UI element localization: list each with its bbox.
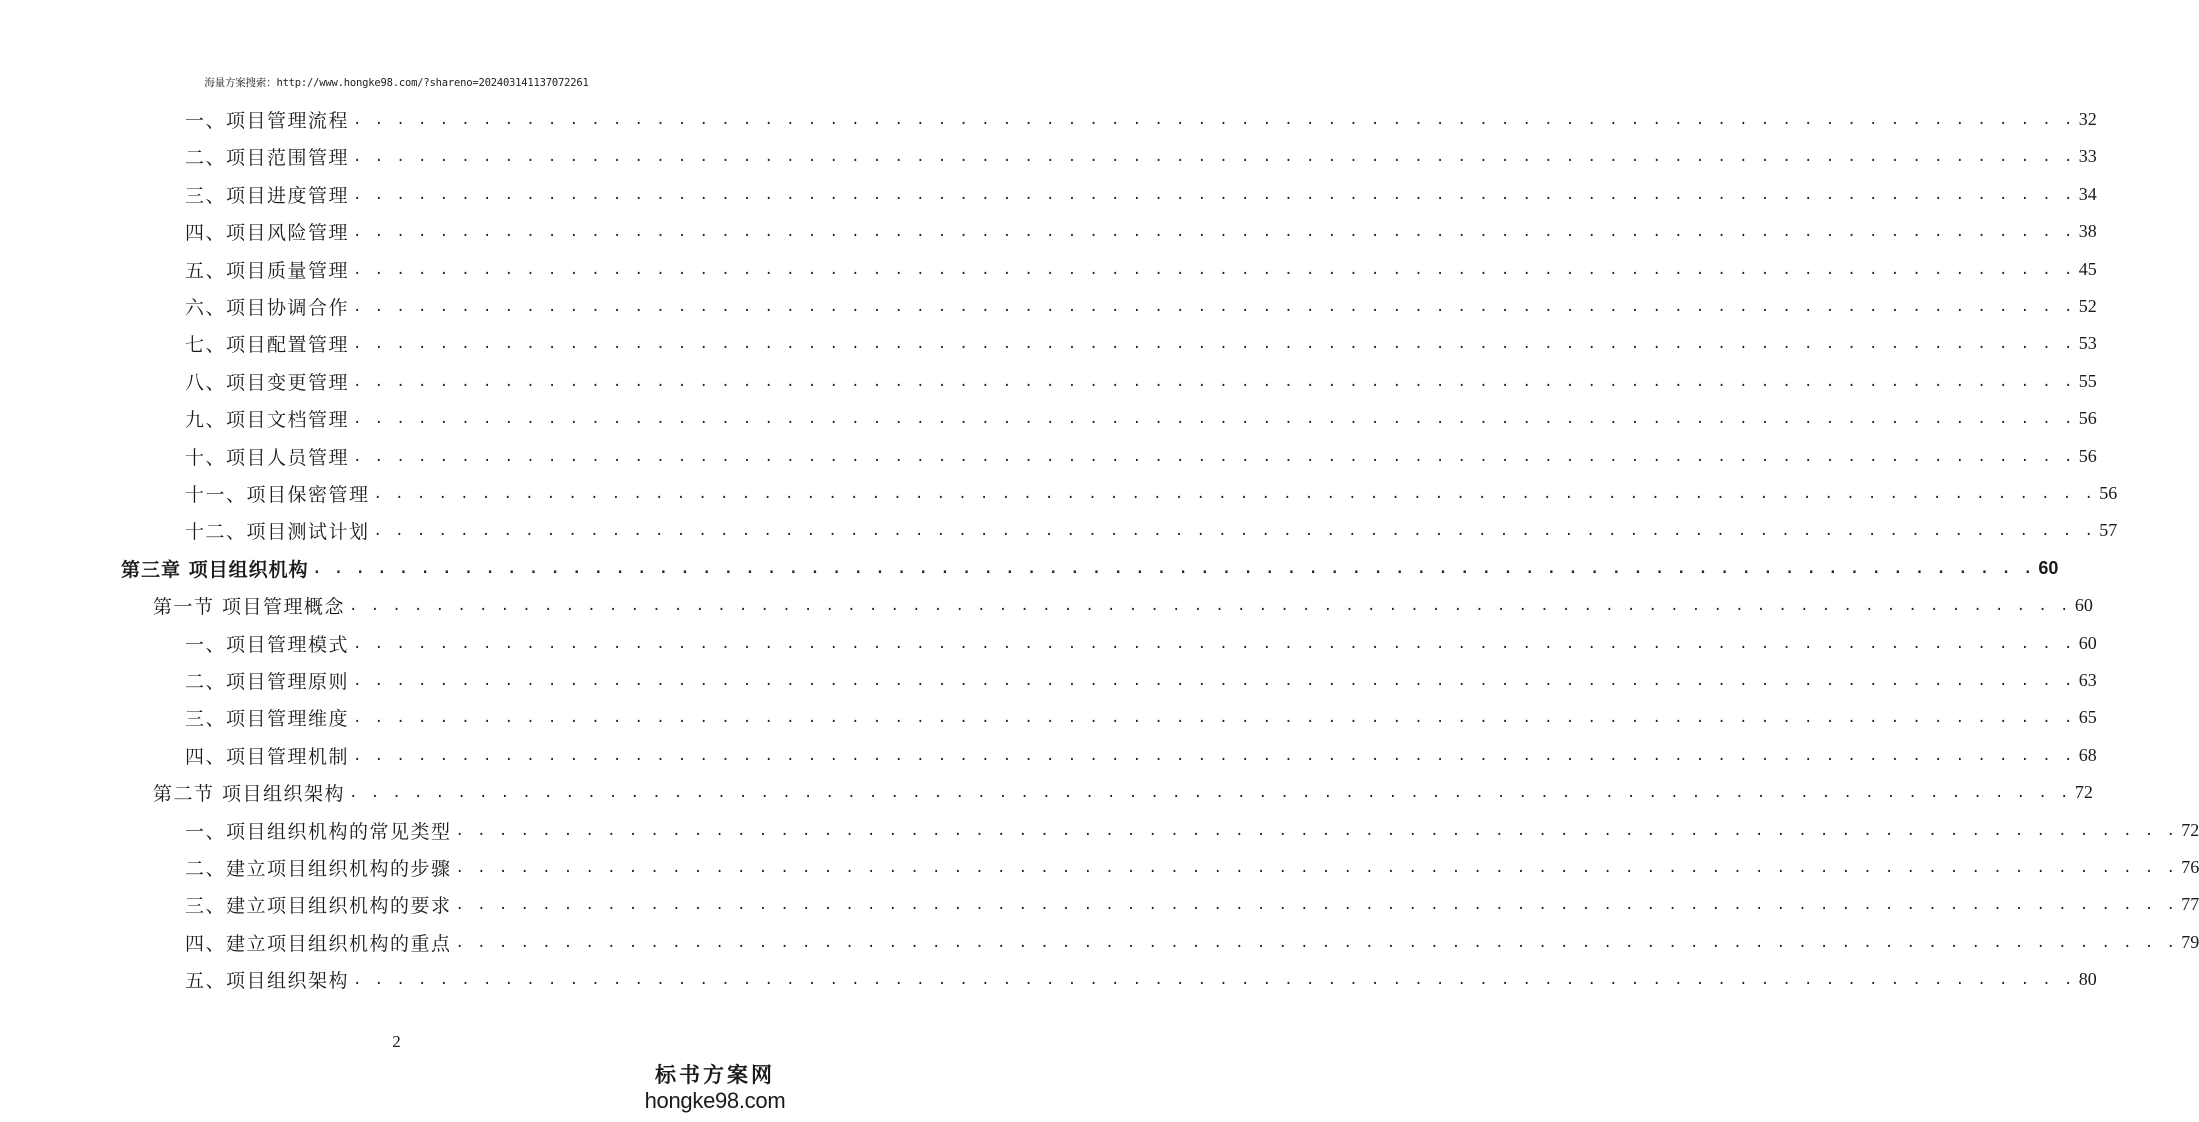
toc-entry-title: 十二、项目测试计划 [185, 521, 370, 544]
toc-entry-item[interactable] [185, 475, 2118, 512]
page-header-search-link: 海量方案搜索：http://www.hongke98.com/?shareno=202403141137072261 [204, 77, 589, 89]
toc-entry-item[interactable] [185, 438, 2097, 475]
toc-entry-section[interactable] [153, 587, 2093, 624]
toc-entry-page: 60 [2038, 557, 2059, 578]
toc-entry-title: 五、项目质量管理 [185, 259, 350, 282]
toc-entry-title: 八、项目变更管理 [185, 371, 350, 394]
toc-entry-title: 十、项目人员管理 [185, 446, 350, 469]
dot-leader: . . . . . . . . . . . . . . . . . . . . . . . . . . . . . . . . . . . . . . . . . . . . . . . . . . . . . . . . . . . . . . . . . . . . . . . . . . . . . . . . [349, 785, 2071, 802]
dot-leader: . . . . . . . . . . . . . . . . . . . . . . . . . . . . . . . . . . . . . . . . . . . . . . . . . . . . . . . . . . . . . . . . . . . . . . . . . . . . . . . . [373, 523, 2096, 540]
toc-entry-item[interactable] [185, 363, 2097, 400]
dot-leader: . . . . . . . . . . . . . . . . . . . . . . . . . . . . . . . . . . . . . . . . . . . . . . . . . . . . . . . . . . . . . . . . . . . . . . . . . . . . . . . . [353, 336, 2075, 353]
toc-entry-item[interactable] [185, 251, 2097, 288]
toc-entry-page: 77 [2181, 894, 2199, 915]
dot-leader: . . . . . . . . . . . . . . . . . . . . . . . . . . . . . . . . . . . . . . . . . . . . . . . . . . . . . . . . . . . . . . . . . . . . . . . . . . . . . . . . [455, 934, 2178, 951]
toc-entry-page: 72 [2181, 819, 2199, 840]
dot-leader: . . . . . . . . . . . . . . . . . . . . . . . . . . . . . . . . . . . . . . . . . . . . . . . . . . . . . . . . . . . . . . . . . . . . . . . . . . . . . . . . [353, 299, 2075, 315]
dot-leader: . . . . . . . . . . . . . . . . . . . . . . . . . . . . . . . . . . . . . . . . . . . . . . . . . . . . . . . . . . . . . . . . . . . . . . . . . . . . . . . . [353, 261, 2075, 278]
toc-entry-title: 十一、项目保密管理 [185, 484, 370, 506]
toc-entry-page: 60 [2078, 632, 2097, 653]
toc-entry-page: 80 [2078, 969, 2097, 990]
toc-entry-page: 55 [2078, 370, 2097, 391]
dot-leader: . . . . . . . . . . . . . . . . . . . . . . . . . . . . . . . . . . . . . . . . . . . . . . . . . . . . . . . . . . . . . . . . . . . . . . . . . . . . . . . . [455, 860, 2178, 876]
dot-leader: . . . . . . . . . . . . . . . . . . . . . . . . . . . . . . . . . . . . . . . . . . . . . . . . . . . . . . . . . . . . . . . . . . . . . . . . . . . . . . . . [353, 747, 2075, 764]
toc-entry-page: 56 [2099, 483, 2118, 503]
toc-entry-title: 七、项目配置管理 [185, 334, 350, 357]
toc-entry-title: 二、项目范围管理 [185, 147, 350, 170]
dot-leader: . . . . . . . . . . . . . . . . . . . . . . . . . . . . . . . . . . . . . . . . . . . . . . . . . . . . . . . . . . . . . . . . . . . . . . . . . . . . . . . . [455, 897, 2178, 914]
toc-entry-page: 38 [2078, 221, 2097, 242]
toc-entry-title: 三、项目管理维度 [185, 708, 350, 731]
dot-leader: . . . . . . . . . . . . . . . . . . . . . . . . . . . . . . . . . . . . . . . . . . . . . . . . . . . . . . . . . . . . . . . . . . . . . . . . . . . . . . . . [353, 673, 2075, 689]
toc-entry-title: 四、项目风险管理 [185, 222, 350, 245]
toc-entry-item[interactable] [185, 812, 2199, 849]
toc-entry-title: 四、建立项目组织机构的重点 [185, 932, 452, 955]
toc-entry-page: 63 [2078, 670, 2097, 690]
dot-leader: . . . . . . . . . . . . . . . . . . . . . . . . . . . . . . . . . . . . . . . . . . . . . . . . . . . . . . . . . . . . . . . . . . . . . . . . . . . . . . . . [353, 635, 2075, 652]
toc-entry-item[interactable] [185, 662, 2097, 699]
dot-leader: . . . . . . . . . . . . . . . . . . . . . . . . . . . . . . . . . . . . . . . . . . . . . . . . . . . . . . . . . . . . . . . . . . . . . . . . . . . . . . . . [353, 448, 2075, 465]
toc-entry-title: 一、项目组织机构的常见类型 [185, 820, 452, 843]
toc-entry-page: 76 [2181, 857, 2199, 877]
toc-entry-item[interactable] [185, 625, 2097, 662]
toc-entry-page: 68 [2078, 744, 2097, 765]
toc-entry-item[interactable] [185, 512, 2118, 549]
toc-entry-item[interactable] [185, 849, 2199, 886]
toc-entry-title: 五、项目组织架构 [185, 970, 350, 993]
dot-leader: . . . . . . . . . . . . . . . . . . . . . . . . . . . . . . . . . . . . . . . . . . . . . . . . . . . . . . . . . . . . . . . . . . . . . . . . . . . . . . . . [353, 149, 2075, 166]
toc-entry-chapter[interactable] [121, 550, 2059, 587]
toc-entry-title: 三、项目进度管理 [185, 184, 350, 207]
toc-entry-item[interactable] [185, 138, 2097, 175]
dot-leader: . . . . . . . . . . . . . . . . . . . . . . . . . . . . . . . . . . . . . . . . . . . . . . . . . . . . . . . . . . . . . . . . . . . . . . . . . . . . . . . . [349, 598, 2071, 615]
toc-entry-item[interactable] [185, 886, 2199, 923]
dot-leader: . . . . . . . . . . . . . . . . . . . . . . . . . . . . . . . . . . . . . . . . . . . . . . . . . . . . . . . . . . . . . . . . . . . . . . . . . . . . . . . . [312, 560, 2035, 577]
toc-entry-page: 57 [2099, 520, 2118, 541]
toc-entry-page: 56 [2078, 408, 2097, 429]
toc-entry-page: 56 [2078, 445, 2097, 466]
toc-entry-item[interactable] [185, 288, 2097, 325]
toc-entry-page: 32 [2078, 109, 2097, 129]
toc-entry-item[interactable] [185, 924, 2199, 961]
toc-entry-title: 一、项目管理模式 [185, 633, 350, 656]
toc-entry-item[interactable] [185, 961, 2097, 998]
dot-leader: . . . . . . . . . . . . . . . . . . . . . . . . . . . . . . . . . . . . . . . . . . . . . . . . . . . . . . . . . . . . . . . . . . . . . . . . . . . . . . . . [353, 373, 2075, 390]
toc-entry-page: 45 [2078, 258, 2097, 279]
toc-entry-item[interactable] [185, 737, 2097, 774]
toc-entry-item[interactable] [185, 101, 2097, 138]
watermark-url: hongke98.com [644, 1088, 786, 1113]
dot-leader: . . . . . . . . . . . . . . . . . . . . . . . . . . . . . . . . . . . . . . . . . . . . . . . . . . . . . . . . . . . . . . . . . . . . . . . . . . . . . . . . [353, 972, 2075, 989]
toc-entry-page: 60 [2074, 595, 2093, 616]
toc-entry-page: 34 [2078, 183, 2097, 204]
site-watermark-logo [640, 1062, 790, 1114]
toc-entry-item[interactable] [185, 699, 2097, 736]
dot-leader: . . . . . . . . . . . . . . . . . . . . . . . . . . . . . . . . . . . . . . . . . . . . . . . . . . . . . . . . . . . . . . . . . . . . . . . . . . . . . . . . [373, 486, 2096, 502]
toc-entry-item[interactable] [185, 213, 2097, 250]
watermark-name: 标书方案网 [655, 1062, 775, 1087]
toc-entry-title: 二、项目管理原则 [185, 671, 350, 693]
dot-leader: . . . . . . . . . . . . . . . . . . . . . . . . . . . . . . . . . . . . . . . . . . . . . . . . . . . . . . . . . . . . . . . . . . . . . . . . . . . . . . . . [353, 186, 2075, 203]
toc-entry-item[interactable] [185, 400, 2097, 437]
dot-leader: . . . . . . . . . . . . . . . . . . . . . . . . . . . . . . . . . . . . . . . . . . . . . . . . . . . . . . . . . . . . . . . . . . . . . . . . . . . . . . . . [353, 112, 2075, 128]
toc-entry-title: 第二节 项目组织架构 [153, 783, 346, 806]
toc-entry-page: 79 [2181, 931, 2199, 952]
toc-entry-section[interactable] [153, 774, 2093, 811]
dot-leader: . . . . . . . . . . . . . . . . . . . . . . . . . . . . . . . . . . . . . . . . . . . . . . . . . . . . . . . . . . . . . . . . . . . . . . . . . . . . . . . . [455, 822, 2178, 839]
toc-entry-page: 33 [2078, 146, 2097, 167]
toc-entry-item[interactable] [185, 325, 2097, 362]
toc-entry-item[interactable] [185, 176, 2097, 213]
toc-entry-title: 一、项目管理流程 [185, 110, 350, 132]
page-number: 2 [392, 1032, 401, 1051]
toc-entry-title: 第三章 项目组织机构 [121, 558, 309, 581]
dot-leader: . . . . . . . . . . . . . . . . . . . . . . . . . . . . . . . . . . . . . . . . . . . . . . . . . . . . . . . . . . . . . . . . . . . . . . . . . . . . . . . . [353, 411, 2075, 428]
toc-entry-title: 四、项目管理机制 [185, 745, 350, 768]
toc-entry-title: 第一节 项目管理概念 [153, 596, 346, 619]
toc-entry-title: 六、项目协调合作 [185, 297, 350, 319]
toc-entry-page: 72 [2074, 782, 2093, 803]
dot-leader: . . . . . . . . . . . . . . . . . . . . . . . . . . . . . . . . . . . . . . . . . . . . . . . . . . . . . . . . . . . . . . . . . . . . . . . . . . . . . . . . [353, 710, 2075, 727]
toc-entry-page: 65 [2078, 707, 2097, 728]
toc-entry-page: 52 [2078, 296, 2097, 316]
dot-leader: . . . . . . . . . . . . . . . . . . . . . . . . . . . . . . . . . . . . . . . . . . . . . . . . . . . . . . . . . . . . . . . . . . . . . . . . . . . . . . . . [353, 224, 2075, 241]
toc-entry-title: 三、建立项目组织机构的要求 [185, 895, 452, 918]
toc-entry-title: 二、建立项目组织机构的步骤 [185, 858, 452, 880]
toc-entry-page: 53 [2078, 333, 2097, 354]
toc-entry-title: 九、项目文档管理 [185, 409, 350, 432]
